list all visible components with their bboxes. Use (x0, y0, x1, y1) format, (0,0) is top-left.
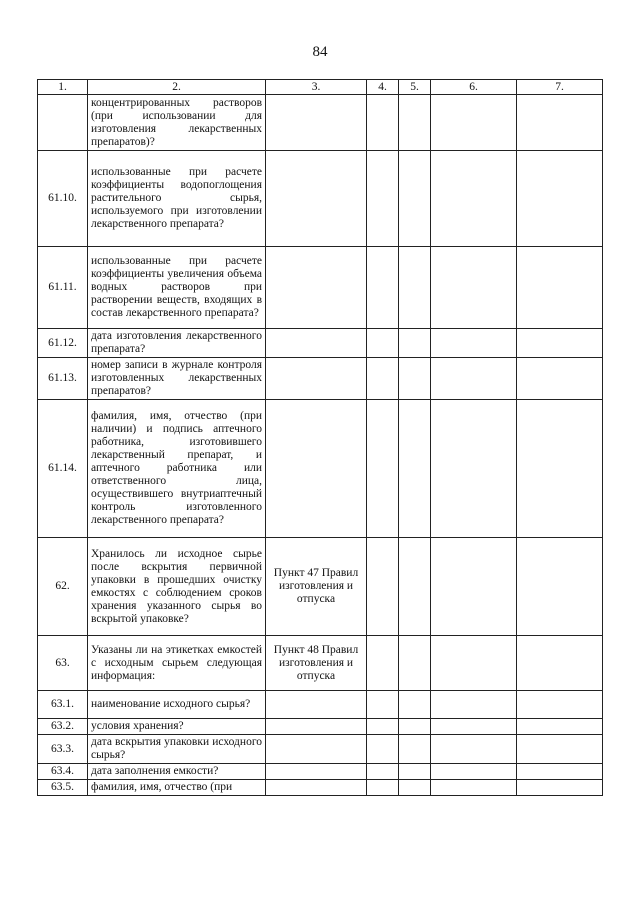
row-number: 62. (38, 538, 88, 636)
row-question: фамилия, имя, отчество (при наличии) и подпись аптечного работника, изготовившего лекарственный препарат, и аптечного работника или ответственного лица, осуществившего внутриаптечный контроль изготовленного лекарственного препарата? (88, 400, 266, 538)
row-question: номер записи в журнале контроля изготовленных лекарственных препаратов? (88, 358, 266, 400)
row-basis (266, 151, 367, 247)
table-row (38, 764, 603, 780)
row-number (38, 95, 88, 151)
column-header-1: 1. (38, 80, 88, 95)
answer-cell-no[interactable] (399, 400, 431, 538)
column-header-3: 3. (266, 80, 367, 95)
answer-cell-yes[interactable] (367, 151, 399, 247)
answer-cell-no[interactable] (399, 719, 431, 735)
table-row (38, 329, 603, 358)
table-row (38, 95, 603, 151)
table-row (38, 247, 603, 329)
header-row (38, 80, 603, 95)
answer-cell-no[interactable] (399, 151, 431, 247)
row-basis (266, 247, 367, 329)
row-question: дата изготовления лекарственного препарата? (88, 329, 266, 358)
answer-cell-no[interactable] (399, 691, 431, 719)
row-number: 61.13. (38, 358, 88, 400)
row-question: концентрированных растворов (при использовании для изготовления лекарственных препаратов)? (88, 95, 266, 151)
row-question: дата вскрытия упаковки исходного сырья? (88, 735, 266, 764)
column-header-6: 6. (431, 80, 517, 95)
answer-cell-na[interactable] (431, 151, 517, 247)
table-row (38, 691, 603, 719)
notes-cell[interactable] (517, 719, 603, 735)
row-basis (266, 329, 367, 358)
answer-cell-yes[interactable] (367, 247, 399, 329)
answer-cell-na[interactable] (431, 329, 517, 358)
answer-cell-na[interactable] (431, 691, 517, 719)
table-row (38, 400, 603, 538)
notes-cell[interactable] (517, 247, 603, 329)
notes-cell[interactable] (517, 764, 603, 780)
column-header-2: 2. (88, 80, 266, 95)
row-basis (266, 719, 367, 735)
notes-cell[interactable] (517, 151, 603, 247)
notes-cell[interactable] (517, 95, 603, 151)
notes-cell[interactable] (517, 400, 603, 538)
answer-cell-no[interactable] (399, 764, 431, 780)
row-basis (266, 358, 367, 400)
row-question: Указаны ли на этикетках емкостей с исходным сырьем следующая информация: (88, 636, 266, 691)
answer-cell-yes[interactable] (367, 400, 399, 538)
answer-cell-no[interactable] (399, 247, 431, 329)
notes-cell[interactable] (517, 636, 603, 691)
notes-cell[interactable] (517, 691, 603, 719)
row-question: Хранилось ли исходное сырье после вскрытия первичной упаковки в прошедших очистку емкостях с соблюдением сроков хранения указанного сырья во вскрытой упаковке? (88, 538, 266, 636)
answer-cell-na[interactable] (431, 538, 517, 636)
notes-cell[interactable] (517, 358, 603, 400)
row-number: 63.3. (38, 735, 88, 764)
row-number: 61.12. (38, 329, 88, 358)
row-number: 63.5. (38, 780, 88, 796)
notes-cell[interactable] (517, 780, 603, 796)
table-row (38, 358, 603, 400)
answer-cell-no[interactable] (399, 329, 431, 358)
row-basis (266, 735, 367, 764)
answer-cell-na[interactable] (431, 735, 517, 764)
row-question: дата заполнения емкости? (88, 764, 266, 780)
row-number: 63. (38, 636, 88, 691)
row-number: 63.2. (38, 719, 88, 735)
notes-cell[interactable] (517, 329, 603, 358)
row-number: 61.14. (38, 400, 88, 538)
page-number: 84 (312, 44, 328, 60)
row-number: 61.11. (38, 247, 88, 329)
table-row (38, 735, 603, 764)
table-row (38, 719, 603, 735)
row-question: условия хранения? (88, 719, 266, 735)
row-number: 61.10. (38, 151, 88, 247)
answer-cell-no[interactable] (399, 95, 431, 151)
row-basis (266, 691, 367, 719)
row-basis (266, 780, 367, 796)
answer-cell-yes[interactable] (367, 719, 399, 735)
answer-cell-no[interactable] (399, 636, 431, 691)
row-basis: Пункт 47 Правил изготовления и отпуска (266, 538, 367, 636)
notes-cell[interactable] (517, 735, 603, 764)
answer-cell-na[interactable] (431, 636, 517, 691)
row-question: фамилия, имя, отчество (при (88, 780, 266, 796)
answer-cell-yes[interactable] (367, 329, 399, 358)
answer-cell-na[interactable] (431, 95, 517, 151)
row-question: использованные при расчете коэффициенты водопоглощения растительного сырья, используемого при изготовлении лекарственного препарата? (88, 151, 266, 247)
row-basis (266, 764, 367, 780)
column-header-5: 5. (399, 80, 431, 95)
answer-cell-no[interactable] (399, 735, 431, 764)
answer-cell-no[interactable] (399, 358, 431, 400)
answer-cell-na[interactable] (431, 400, 517, 538)
notes-cell[interactable] (517, 538, 603, 636)
row-question: наименование исходного сырья? (88, 691, 266, 719)
row-number: 63.1. (38, 691, 88, 719)
answer-cell-yes[interactable] (367, 636, 399, 691)
row-basis: Пункт 48 Правил изготовления и отпуска (266, 636, 367, 691)
column-header-7: 7. (517, 80, 603, 95)
table-row (38, 538, 603, 636)
answer-cell-yes[interactable] (367, 691, 399, 719)
checklist-table (37, 79, 603, 796)
answer-cell-na[interactable] (431, 247, 517, 329)
answer-cell-yes[interactable] (367, 780, 399, 796)
answer-cell-yes[interactable] (367, 764, 399, 780)
row-basis (266, 400, 367, 538)
answer-cell-yes[interactable] (367, 735, 399, 764)
table-row (38, 636, 603, 691)
answer-cell-no[interactable] (399, 780, 431, 796)
row-number: 63.4. (38, 764, 88, 780)
answer-cell-na[interactable] (431, 764, 517, 780)
answer-cell-yes[interactable] (367, 95, 399, 151)
row-question: использованные при расчете коэффициенты увеличения объема водных растворов при растворении веществ, входящих в состав лекарственного препарата? (88, 247, 266, 329)
answer-cell-na[interactable] (431, 358, 517, 400)
column-header-4: 4. (367, 80, 399, 95)
answer-cell-yes[interactable] (367, 538, 399, 636)
answer-cell-na[interactable] (431, 780, 517, 796)
answer-cell-yes[interactable] (367, 358, 399, 400)
table-row (38, 151, 603, 247)
table-row (38, 780, 603, 796)
row-basis (266, 95, 367, 151)
answer-cell-no[interactable] (399, 538, 431, 636)
answer-cell-na[interactable] (431, 719, 517, 735)
